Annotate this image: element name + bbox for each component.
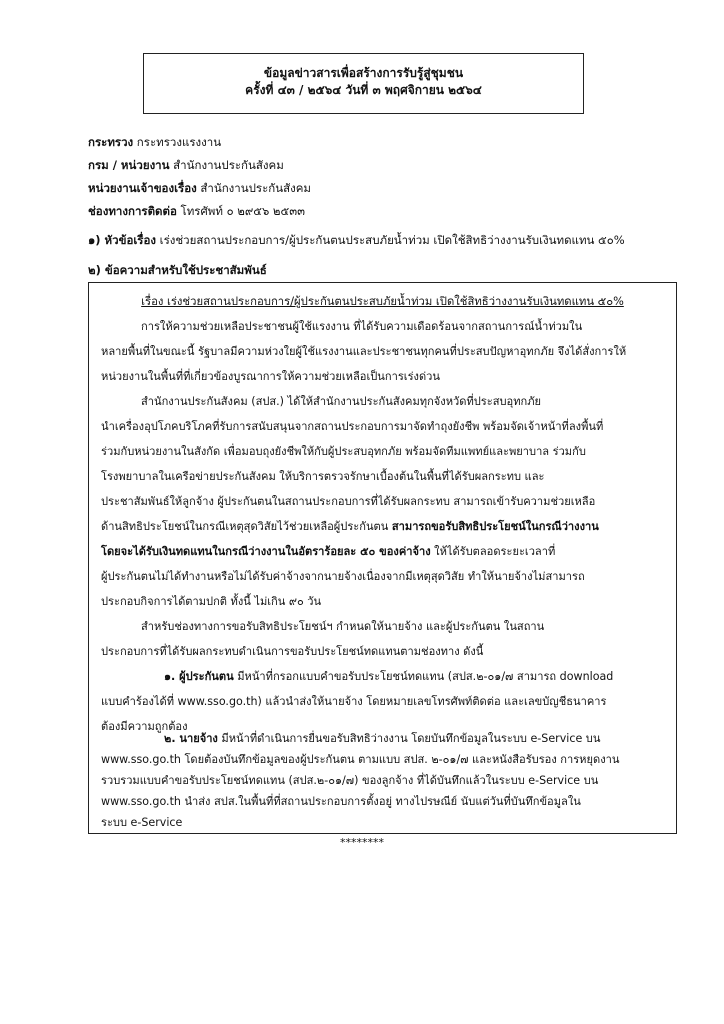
meta-department	[88, 157, 284, 173]
section-1-label: ๑) หัวข้อเรื่อง	[88, 233, 156, 247]
item-1-heading: ๑. ผู้ประกันตน	[164, 670, 234, 683]
paragraph-3-line: สำหรับช่องทางการขอรับสิทธิประโยชน์ฯ กำหนดให้นายจ้าง และผู้ประกันตน ในสถาน	[141, 620, 545, 633]
item-1-text: มีหน้าที่กรอกแบบคำขอรับประโยชน์ทดแทน (สปส.๒-๐๑/๗ สามารถ download	[233, 670, 614, 683]
paragraph-2-line	[101, 520, 599, 534]
meta-owner-label: หน่วยงานเจ้าของเรื่อง	[88, 181, 197, 195]
item-1-line: แบบคำร้องได้ที่ www.sso.go.th) แล้วนำส่งให้นายจ้าง โดยหมายเลขโทรศัพท์ติดต่อ และเลขบัญชีธนาคาร	[101, 695, 607, 708]
header-title: ข้อมูลข่าวสารเพื่อสร้างการรับรู้สู่ชุมชน	[263, 66, 464, 80]
header-box	[143, 53, 584, 114]
item-1-line: ต้องมีความถูกต้อง	[101, 720, 188, 733]
press-release-box	[88, 282, 677, 834]
meta-department-value: สำนักงานประกันสังคม	[169, 158, 284, 172]
paragraph-1-line: หน่วยงานในพื้นที่ที่เกี่ยวข้องบูรณาการให้ความช่วยเหลือเป็นการเร่งด่วน	[101, 370, 440, 383]
meta-ministry-value: กระทรวงแรงงาน	[133, 135, 222, 149]
section-2-label: ๒) ข้อความสำหรับใช้ประชาสัมพันธ์	[88, 263, 267, 277]
meta-owner	[88, 180, 311, 196]
paragraph-2-line	[101, 545, 555, 559]
paragraph-1-line: การให้ความช่วยเหลือประชาชนผู้ใช้แรงงาน ที่ได้รับความเดือดร้อนจากสถานการณ์น้ำท่วมใน	[141, 320, 583, 333]
item-2-line: ระบบ e-Service	[101, 816, 183, 829]
paragraph-2-line: โรงพยาบาลในเครือข่ายประกันสังคม ให้บริการตรวจรักษาเบื้องต้นในพื้นที่ได้รับผลกระทบ และ	[101, 470, 545, 483]
end-marker: ********	[340, 836, 384, 849]
section-1-value: เร่งช่วยสถานประกอบการ/ผู้ประกันตนประสบภัยน้ำท่วม เปิดใช้สิทธิว่างงานรับเงินทดแทน ๕๐%	[156, 233, 625, 247]
paragraph-2-line: ประกอบกิจการได้ตามปกติ ทั้งนี้ ไม่เกิน ๙๐ วัน	[101, 595, 322, 608]
paragraph-2-line: นำเครื่องอุปโภคบริโภคที่รับการสนับสนุนจากสถานประกอบการมาจัดทำถุงยังชีพ พร้อมจัดเจ้าหน้าที่ลงพื้นที่	[101, 420, 604, 433]
meta-ministry	[88, 134, 221, 150]
meta-contact	[88, 203, 305, 219]
paragraph-2-bold-text: สามารถขอรับสิทธิประโยชน์ในกรณีว่างงาน	[391, 520, 599, 533]
item-2-line: www.sso.go.th โดยต้องบันทึกข้อมูลของผู้ประกันตน ตามแบบ สปส. ๒-๐๑/๗ และหนังสือรับรอง การหยุดงาน	[101, 753, 620, 766]
header-issue-date: ครั้งที่ ๔๓ / ๒๕๖๔ วันที่ ๓ พฤศจิกายน ๒๕๖๔	[245, 83, 482, 97]
paragraph-2-line: ประชาสัมพันธ์ให้ลูกจ้าง ผู้ประกันตนในสถานประกอบการที่ได้รับผลกระทบ สามารถเข้ารับความช่วยเหลือ	[101, 495, 596, 508]
item-2-heading: ๒. นายจ้าง	[164, 732, 218, 745]
item-2-line: www.sso.go.th นำส่ง สปส.ในพื้นที่ที่สถานประกอบการตั้งอยู่ ทางไปรษณีย์ นับแต่วันที่บันทึกข้อมูลใน	[101, 795, 581, 808]
paragraph-2-line: ผู้ประกันตนไม่ได้ทำงานหรือไม่ได้รับค่าจ้างจากนายจ้างเนื่องจากมีเหตุสุดวิสัย ทำให้นายจ้างไม่สามารถ	[101, 570, 585, 583]
meta-department-label: กรม / หน่วยงาน	[88, 158, 170, 172]
section-2-heading	[88, 262, 267, 280]
paragraph-3-line: ประกอบการที่ได้รับผลกระทบดำเนินการขอรับประโยชน์ทดแทนตามช่องทาง ดังนี้	[101, 645, 484, 658]
item-2-line: รวบรวมแบบคำขอรับประโยชน์ทดแทน (สปส.๒-๐๑/๗) ของลูกจ้าง ที่ได้บันทึกแล้วในระบบ e-Service บน	[101, 774, 599, 787]
paragraph-2-bold-text: โดยจะได้รับเงินทดแทนในกรณีว่างงานในอัตราร้อยละ ๕๐ ของค่าจ้าง	[101, 545, 431, 558]
paragraph-1-line: หลายพื้นที่ในขณะนี้ รัฐบาลมีความห่วงใยผู้ใช้แรงงานและประชาชนทุกคนที่ประสบปัญหาอุทกภัย จึงได้สั่งการให้	[101, 345, 627, 358]
meta-contact-value: โทรศัพท์ ๐ ๒๙๕๖ ๒๕๓๓	[176, 204, 305, 218]
press-release-title: เรื่อง เร่งช่วยสถานประกอบการ/ผู้ประกันตนประสบภัยน้ำท่วม เปิดใช้สิทธิว่างงานรับเงินทดแทน ๕๐%	[141, 295, 624, 308]
item-1-line	[164, 670, 613, 684]
paragraph-2-text: ให้ได้รับตลอดระยะเวลาที่	[430, 545, 556, 558]
item-2-text: มีหน้าที่ดำเนินการยื่นขอรับสิทธิว่างงาน โดยบันทึกข้อมูลในระบบ e-Service บน	[217, 732, 601, 745]
meta-owner-value: สำนักงานประกันสังคม	[196, 181, 311, 195]
item-2-line	[164, 732, 600, 746]
paragraph-2-line: ร่วมกับหน่วยงานในสังกัด เพื่อมอบถุงยังชีพให้กับผู้ประสบอุทกภัย พร้อมจัดทีมแพทย์และพยาบาล ร่วมกับ	[101, 445, 586, 458]
paragraph-2-line: สำนักงานประกันสังคม (สปส.) ได้ให้สำนักงานประกันสังคมทุกจังหวัดที่ประสบอุทกภัย	[141, 395, 542, 408]
meta-contact-label: ช่องทางการติดต่อ	[88, 204, 177, 218]
meta-ministry-label: กระทรวง	[88, 135, 134, 149]
paragraph-2-text: ด้านสิทธิประโยชน์ในกรณีเหตุสุดวิสัยไว้ช่วยเหลือผู้ประกันตน	[101, 520, 392, 533]
section-1-topic	[88, 232, 625, 250]
